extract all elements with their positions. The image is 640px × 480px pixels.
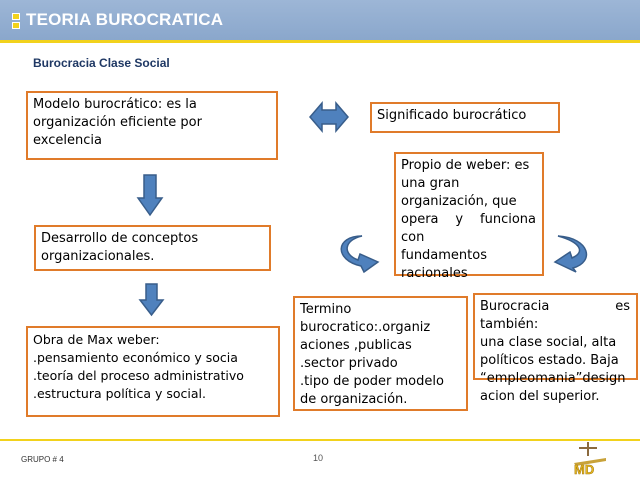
box-line: .tipo de poder modelo [300,374,444,389]
box-line: una clase social, alta [480,335,617,350]
box-line: una gran [401,176,460,191]
box-line: burocratico:.organiz [300,320,431,335]
footer-group-label: GRUPO # 4 [21,455,64,464]
box-line: Obra de Max weber: [33,332,160,347]
page-title: TEORIA BUROCRATICA [26,10,224,29]
box-line: excelencia [33,133,102,148]
box-line: Modelo burocrático: es la [33,97,197,112]
box-line: de organización. [300,392,408,407]
box-line: Propio de weber: es [401,158,530,173]
box-line: fundamentos [401,248,487,263]
footer-accent-line [0,439,640,441]
box-line: Burocracia es también: [480,299,630,332]
logo-text: MD [574,462,595,477]
page-number: 10 [313,453,324,463]
curved-arrow-icon [555,236,586,272]
box-line: “empleomania”design [480,371,626,386]
box-line: .estructura política y social. [33,386,206,401]
box-line: .teoría del proceso administrativo [33,368,244,383]
box-line: organización eficiente por [33,115,202,130]
down-arrow-icon [138,175,162,215]
box-line: racionales [401,266,468,281]
box-line: organización, que [401,194,517,209]
box-line: .pensamiento económico y socia [33,350,238,365]
box-line: opera y funciona con [401,212,536,245]
box-line: Significado burocrático [377,108,527,123]
box-line: acion del superior. [480,389,600,404]
double-arrow-icon [310,103,348,131]
box-line: aciones ,publicas [300,338,412,353]
down-arrow-icon [140,284,163,315]
box-line: organizacionales. [41,249,155,264]
box-line: .sector privado [300,356,398,371]
curved-arrow-icon [341,236,378,272]
md-logo-icon [570,441,610,477]
box-line: políticos estado. Baja [480,353,619,368]
slide-subtitle: Burocracia Clase Social [33,56,170,70]
box-line: Termino [300,302,352,317]
box-line: Desarrollo de conceptos [41,231,199,246]
